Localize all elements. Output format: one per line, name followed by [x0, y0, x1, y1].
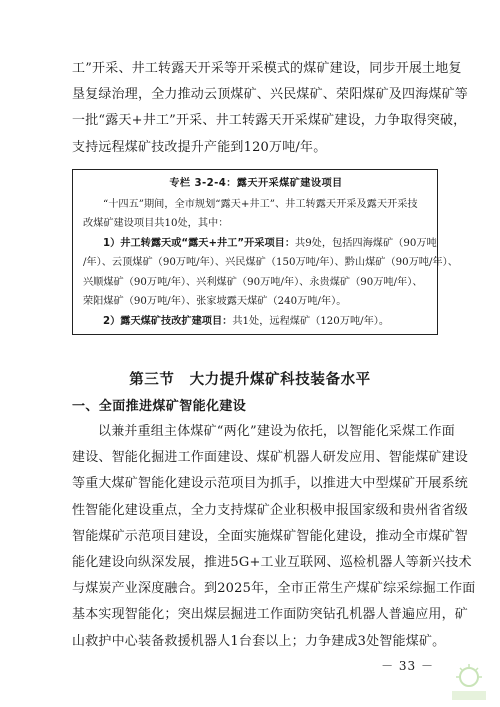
watermark-logo-icon	[446, 663, 492, 703]
box-line: “十四五”期间，全市规划“露天+井工”、井工转露天开采及露天开采技	[103, 198, 418, 210]
sidebar-box-open-pit-projects	[72, 169, 458, 335]
box-title: 专栏 3-2-4：露天开采煤矿建设项目	[169, 178, 343, 189]
paragraph-line: 垦复绿治理，全力推动云顶煤矿、兴民煤矿、荣阳煤矿及四海煤矿等	[72, 87, 469, 103]
box-line-item-1	[83, 234, 437, 254]
box-line: 荣阳煤矿（90万吨/年）、张家坡露天煤矿（240万吨/年）。	[83, 296, 347, 307]
paragraph-line: 等重大煤矿智能化建设示范项目为抓手，以推进大中型煤矿开展系统	[72, 476, 469, 492]
box-line: 兴顺煤矿（90万吨/年）、兴利煤矿（90万吨/年）、永贵煤矿（90万吨/年）、	[83, 276, 423, 288]
main-paragraph	[72, 419, 476, 655]
box-line-item-2	[83, 312, 429, 332]
paragraph-line: 以兼并重组主体煤矿“两化”建设为依托，以智能化采煤工作面	[98, 424, 455, 439]
paragraph-line: 一批“露天+井工”开采、井工转露天开采煤矿建设，力争取得突破，	[72, 113, 467, 129]
page-number: － 33 －	[381, 659, 434, 673]
paragraph-line: 支持远程煤矿技改提升产能到120万吨/年。	[72, 139, 327, 155]
paragraph-line: 能化建设向纵深发展，推进5G+工业互联网、巡检机器人等新兴技术	[72, 555, 472, 571]
box-item-2-heading: 2）露天煤矿技改扩建项目：	[103, 315, 233, 327]
box-line: 改煤矿建设项目共10处，其中：	[83, 218, 229, 229]
paragraph-line: 智能煤矿示范项目建设，全面实施煤矿智能化建设，推动全市煤矿智	[72, 528, 469, 544]
box-item-1-heading: 1）井工转露天或“露天+井工”开采项目：	[103, 237, 296, 249]
box-item-1-text: 共9处，包括四海煤矿（90万吨	[295, 237, 437, 249]
paragraph-line: 山救护中心装备救援机器人1台套以上；力争建成3处智能煤矿。	[72, 633, 446, 649]
paragraph-line: 性智能化建设重点，全力支持煤矿企业积极申报国家级和贵州省省级	[72, 502, 469, 518]
paragraph-line: 基本实现智能化；突出煤层掘进工作面防突钻孔机器人普遍应用，矿	[72, 607, 469, 623]
paragraph-line: 与煤炭产业深度融合。到2025年，全市正常生产煤矿综采综掘工作面	[72, 581, 476, 597]
sub-title: 一、全面推进煤矿智能化建设	[72, 399, 247, 414]
box-line: /年）、云顶煤矿（90万吨/年）、兴民煤矿（150万吨/年）、黔山煤矿（90万吨/年）、	[83, 257, 458, 268]
section-title: 第三节 大力提升煤矿科技装备水平	[129, 372, 371, 388]
top-paragraph	[72, 56, 469, 161]
paragraph-line: 建设、智能化掘进工作面建设、煤矿机器人研发应用、智能煤矿建设	[72, 450, 469, 466]
paragraph-line: 工”开采、井工转露天开采等开采模式的煤矿建设，同步开展土地复	[72, 61, 462, 76]
box-item-2-text: 共1处，远程煤矿（120万吨/年）。	[232, 315, 390, 327]
